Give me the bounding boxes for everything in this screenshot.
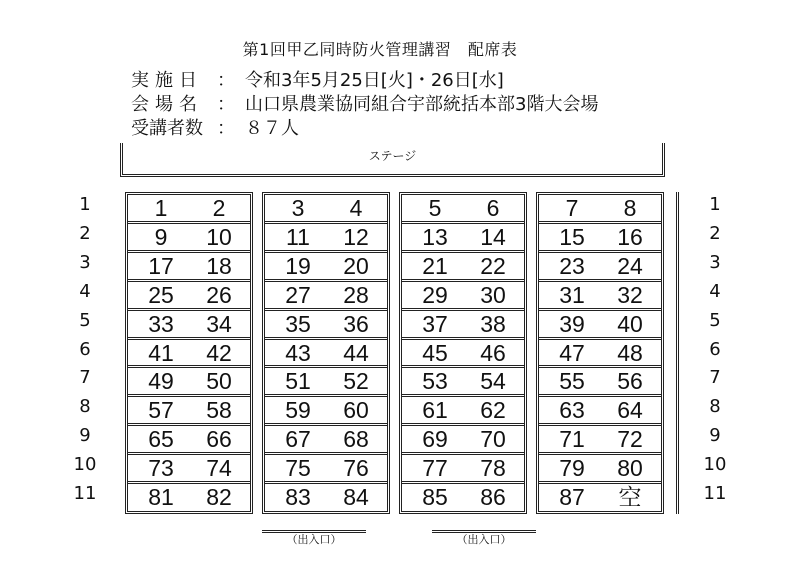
exit-label-left: （出入口） — [286, 533, 342, 546]
seat-number: 78 — [480, 455, 506, 482]
seat-number: 31 — [559, 281, 585, 308]
seat-number: 45 — [422, 339, 448, 366]
seat-number: 76 — [343, 455, 369, 482]
row-number-left: 6 — [79, 338, 91, 360]
row-number-right: 8 — [709, 396, 721, 418]
seat-number: 3 — [291, 195, 305, 221]
seat-number: 37 — [422, 310, 448, 337]
seat-number: 47 — [559, 339, 585, 366]
seat-number: 73 — [148, 455, 174, 482]
seat-number: 41 — [148, 339, 174, 366]
row-number-right: 4 — [709, 280, 721, 302]
info-attendees-separator: ： — [217, 118, 235, 139]
seat-number: 46 — [480, 339, 506, 366]
seat-number: 60 — [343, 397, 369, 424]
row-number-left: 1 — [79, 194, 91, 215]
seat-block-1 — [125, 192, 253, 514]
seat-number: 44 — [343, 339, 369, 366]
seat-block-4 — [536, 192, 664, 514]
row-number-left: 5 — [79, 309, 91, 331]
seat-number: 82 — [206, 484, 232, 510]
seat-number: 54 — [480, 368, 506, 395]
seat-number: 43 — [285, 339, 311, 366]
page-title: 第1回甲乙同時防火管理講習 配席表 — [242, 40, 518, 59]
seat-number: 13 — [422, 223, 448, 250]
info-date-row — [131, 70, 504, 92]
seat-number: 12 — [343, 223, 369, 250]
seat-number: 30 — [480, 281, 506, 308]
info-attendees-label: 受講者数 — [131, 118, 203, 139]
seat-number: 79 — [559, 455, 585, 482]
seat-number: 66 — [206, 426, 232, 453]
row-number-right: 2 — [709, 222, 721, 244]
info-venue-separator: ： — [217, 94, 235, 115]
row-number-left: 2 — [79, 222, 91, 244]
seat-number: 29 — [422, 281, 448, 308]
seat-number: 7 — [565, 195, 579, 221]
seat-number: 6 — [486, 195, 500, 221]
info-venue-row — [131, 94, 598, 116]
seat-number: 86 — [480, 484, 506, 510]
seat-number: 80 — [617, 455, 643, 482]
seat-number: 35 — [285, 310, 311, 337]
seat-number: 50 — [206, 368, 232, 395]
seat-block-3 — [399, 192, 527, 514]
info-attendees-value: ８７人 — [245, 118, 299, 139]
row-number-right: 1 — [709, 194, 721, 215]
seat-number: 32 — [617, 281, 643, 308]
row-number-left: 9 — [79, 425, 91, 447]
info-date-separator: ： — [217, 70, 235, 91]
row-number-left: 4 — [79, 280, 91, 302]
row-number-right: 9 — [709, 425, 721, 447]
seat-number: 22 — [480, 252, 506, 279]
seat-number: 2 — [212, 195, 226, 221]
seat-number: 14 — [480, 223, 506, 250]
seat-number: 65 — [148, 426, 174, 453]
seat-number: 83 — [285, 484, 311, 510]
seat-number: 69 — [422, 426, 448, 453]
seat-number: 58 — [206, 397, 232, 424]
seat-number: 75 — [285, 455, 311, 482]
seat-number: 33 — [148, 310, 174, 337]
seat-number: 42 — [206, 339, 232, 366]
seat-number: 84 — [343, 484, 369, 510]
row-number-right: 7 — [709, 367, 721, 389]
seat-number: 9 — [154, 223, 168, 250]
seat-number: 74 — [206, 455, 232, 482]
seat-number: 71 — [559, 426, 585, 453]
seat-number: 24 — [617, 252, 643, 279]
seat-number: 20 — [343, 252, 369, 279]
seat-number: 68 — [343, 426, 369, 453]
seat-number: 48 — [617, 339, 643, 366]
seat-number: 62 — [480, 397, 506, 424]
exit-label-right: （出入口） — [456, 533, 512, 546]
seat-number: 55 — [559, 368, 585, 395]
row-number-left: 8 — [79, 396, 91, 418]
seat-number: 77 — [422, 455, 448, 482]
seat-number: 28 — [343, 281, 369, 308]
seat-number: 1 — [154, 195, 168, 221]
row-number-left: 10 — [73, 454, 97, 476]
stage — [120, 143, 665, 177]
seat-number: 56 — [617, 368, 643, 395]
seat-number: 61 — [422, 397, 448, 424]
seat-number: 16 — [617, 223, 643, 250]
info-date-label: 実施日 — [131, 70, 203, 91]
row-number-left: 11 — [73, 483, 97, 504]
seat-number: 39 — [559, 310, 585, 337]
seat-number: 63 — [559, 397, 585, 424]
seat-number: 70 — [480, 426, 506, 453]
seat-number: 17 — [148, 252, 174, 279]
seat-number: 64 — [617, 397, 643, 424]
seat-number: 11 — [286, 223, 310, 250]
seat-number: 38 — [480, 310, 506, 337]
seat-number: 26 — [206, 281, 232, 308]
seat-number: 23 — [559, 252, 585, 279]
info-date-value: 令和3年5月25日[火]・26日[水] — [245, 70, 504, 91]
seat-number: 81 — [148, 484, 174, 510]
seat-number: 40 — [617, 310, 643, 337]
seat-number: 19 — [285, 252, 311, 279]
row-number-right: 6 — [709, 338, 721, 360]
seat-number: 5 — [428, 195, 442, 221]
seat-number: 36 — [343, 310, 369, 337]
seat-number: 53 — [422, 368, 448, 395]
seat-number: 57 — [148, 397, 174, 424]
seat-number: 15 — [559, 223, 585, 250]
seat-number: 87 — [559, 484, 585, 510]
row-number-left: 7 — [79, 367, 91, 389]
seat-number: 21 — [422, 252, 448, 279]
seat-number: 27 — [285, 281, 311, 308]
row-number-right: 11 — [703, 483, 727, 504]
row-number-right: 5 — [709, 309, 721, 331]
seat-number: 49 — [148, 368, 174, 395]
row-number-left: 3 — [79, 251, 91, 273]
info-venue-value: 山口県農業協同組合宇部統括本部3階大会場 — [245, 94, 599, 115]
seat-number: 52 — [343, 368, 369, 395]
seat-number: 72 — [617, 426, 643, 453]
row-number-right: 10 — [703, 454, 727, 476]
seat-number: 59 — [285, 397, 311, 424]
seat-number: 25 — [148, 281, 174, 308]
seat-number: 4 — [349, 195, 363, 221]
seat-number: 18 — [206, 252, 232, 279]
seat-number: 67 — [285, 426, 311, 453]
stage-label: ステージ — [368, 149, 417, 163]
right-wall-line — [676, 192, 679, 514]
seat-number: 10 — [206, 223, 232, 250]
seat-number: 8 — [623, 195, 637, 221]
seat-number: 51 — [285, 368, 311, 395]
seat-number: 85 — [422, 484, 448, 510]
seat-number: 空 — [618, 484, 642, 510]
info-attendees-row — [131, 118, 299, 140]
info-venue-label: 会場名 — [131, 94, 203, 115]
seat-block-2 — [262, 192, 390, 514]
row-number-right: 3 — [709, 251, 721, 273]
seat-number: 34 — [206, 310, 232, 337]
